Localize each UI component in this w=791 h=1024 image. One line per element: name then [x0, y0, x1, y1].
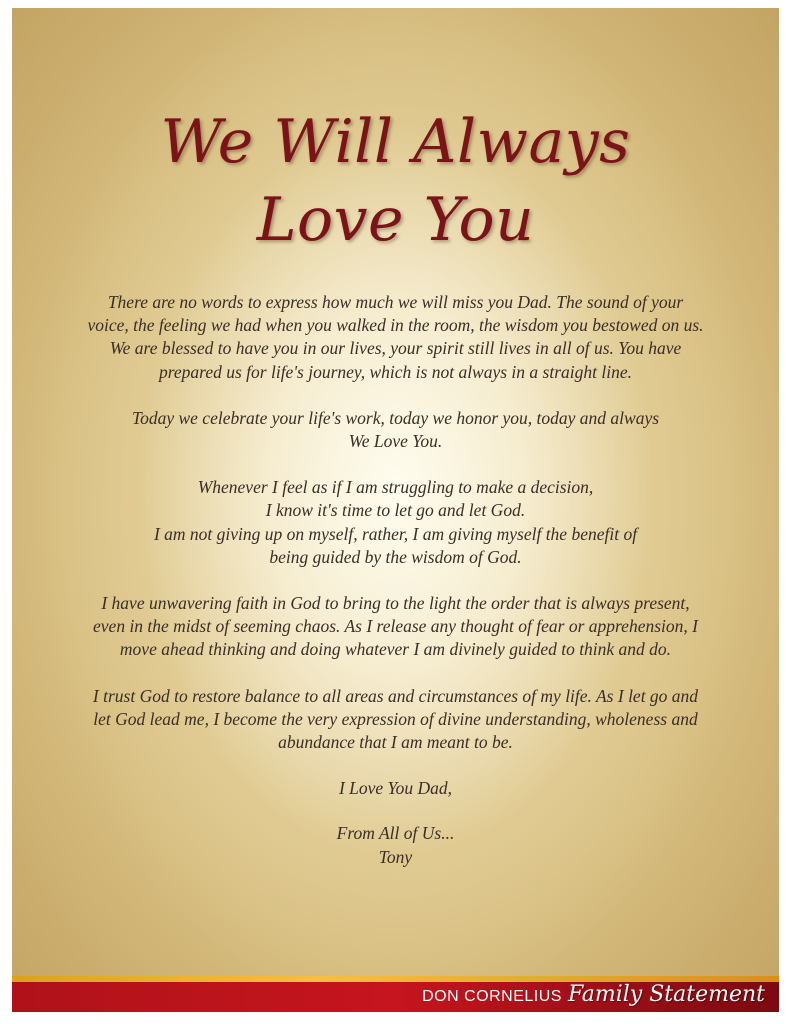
text-line: Whenever I feel as if I am struggling to make a decision,	[197, 477, 594, 498]
paragraph-decision	[42, 476, 749, 569]
closing-love	[42, 777, 749, 800]
text-line: I am not giving up on myself, rather, I am giving myself the benefit of	[153, 523, 638, 544]
paragraph-tribute	[42, 291, 749, 384]
text-line: prepared us for life's journey, which is not always in a straight line.	[159, 361, 632, 382]
footer-banner	[12, 976, 779, 1012]
signature-name: Tony	[378, 846, 413, 867]
text-line: We Love You.	[348, 431, 443, 452]
statement-body	[42, 291, 749, 892]
title-line-2: Love You	[256, 185, 535, 255]
paragraph-trust	[42, 685, 749, 755]
text-line: abundance that I am meant to be.	[278, 732, 513, 753]
text-line: even in the midst of seeming chaos. As I release any thought of fear or apprehension, I	[93, 616, 698, 637]
from-line: From All of Us...	[336, 823, 455, 844]
text-line: I have unwavering faith in God to bring to the light the order that is always present,	[101, 593, 690, 614]
text-line: being guided by the wisdom of God.	[269, 546, 522, 567]
paragraph-faith	[42, 592, 749, 662]
text-line: Today we celebrate your life's work, today we honor you, today and always	[131, 407, 660, 428]
paragraph-celebrate	[42, 407, 749, 453]
text-line: let God lead me, I become the very expression of divine understanding, wholeness and	[93, 708, 698, 729]
footer-brand	[422, 984, 765, 1006]
text-line: There are no words to express how much we will miss you Dad. The sound of your	[107, 292, 684, 312]
text-line: We are blessed to have you in our lives, your spirit still lives in all of us. You have	[109, 338, 682, 359]
love-line: I Love You Dad,	[338, 778, 453, 799]
text-line: voice, the feeling we had when you walked in the room, the wisdom you bestowed on us.	[87, 315, 704, 336]
closing-signature-block	[42, 822, 749, 868]
text-line: move ahead thinking and doing whatever I am divinely guided to think and do.	[119, 639, 672, 660]
text-line: I trust God to restore balance to all areas and circumstances of my life. As I let go and	[92, 685, 699, 706]
text-line: I know it's time to let go and let God.	[265, 500, 526, 521]
footer-script-title: Family Statement	[567, 982, 765, 1007]
parchment-background	[12, 8, 779, 1012]
page-title	[12, 103, 779, 259]
footer-name: DON CORNELIUS	[422, 988, 562, 1005]
title-line-1: We Will Always	[160, 107, 631, 177]
